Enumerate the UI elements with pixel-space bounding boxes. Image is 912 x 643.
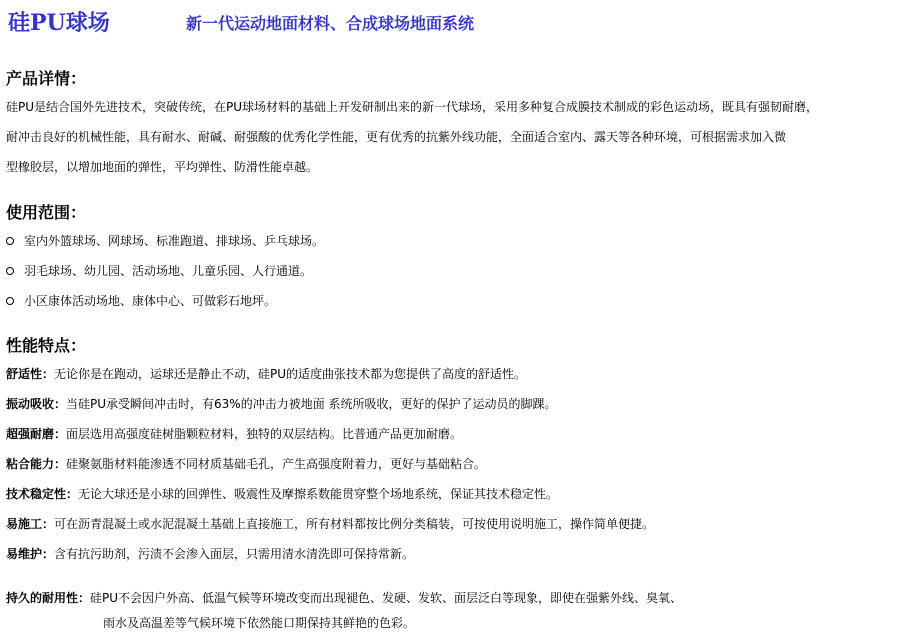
page-header [8,8,904,38]
feature-item [6,454,486,474]
feature-label: 持久的耐用性： [6,591,91,605]
brand-title: 硅PU球场 [8,10,110,36]
bullet-circle-icon [6,297,14,305]
feature-label: 技术稳定性： [6,487,79,501]
details-line: 耐冲击良好的机械性能，具有耐水、耐碱、耐强酸的优秀化学性能，更有优秀的抗紫外线功能，全面适合室内、露天等各种环境，可根据需求加入微 [6,130,787,144]
scope-item: 小区康体活动场地、康体中心、可做彩石地坪。 [6,291,276,311]
scope-item: 羽毛球场、幼儿园、活动场地、儿童乐园、人行通道。 [6,261,312,281]
durability-item [6,588,682,608]
feature-text: 无论大球还是小球的回弹性、吸震性及摩擦系数能贯穿整个场地系统，保证其技术稳定性。 [78,487,559,501]
feature-item [6,394,557,414]
feature-text: 含有抗污助剂，污渍不会渗入面层，只需用清水清洗即可保持常新。 [54,547,415,561]
details-paragraph [6,92,902,182]
scope-item: 室内外篮球场、网球场、标准跑道、排球场、乒乓球场。 [6,231,324,251]
details-line: 硅PU是结合国外先进技术，突破传统，在PU球场材料的基础上开发研制出来的新一代球场，采用多种复合成膜技术制成的彩色运动场，既具有强韧耐磨， [6,100,819,114]
durability-continuation: 雨水及高温差等气候环境下依然能口期保持其鲜艳的色彩。 [103,616,416,630]
feature-text: 可在沥青混凝土或水泥混凝土基础上直接施工，所有材料都按比例分类稿装，可按使用说明施工，操作简单便捷。 [54,517,655,531]
feature-item [6,514,654,534]
feature-item [6,544,414,564]
tagline: 新一代运动地面材料、合成球场地面系统 [186,14,475,33]
feature-text: 面层选用高强度硅树脂颗粒材料，独特的双层结构。比普通产品更加耐磨。 [66,427,463,441]
feature-label: 舒适性： [6,367,55,381]
feature-label: 易施工： [6,517,55,531]
features-title: 性能特点： [6,336,87,355]
feature-text: 无论你是在跑动，运球还是静止不动，硅PU的适度曲张技术都为您提供了高度的舒适性。 [54,367,527,381]
details-title: 产品详情： [6,69,87,88]
feature-text: 硅聚氨脂材料能渗透不同材质基础毛孔，产生高强度附着力，更好与基础粘合。 [66,457,487,471]
feature-item [6,364,526,384]
scope-title: 使用范围： [6,203,87,222]
details-line: 型橡胶层，以增加地面的弹性，平均弹性、防滑性能卓越。 [6,160,319,174]
bullet-circle-icon [6,267,14,275]
feature-item [6,484,558,504]
feature-label: 振动吸收： [6,397,67,411]
feature-text: 当硅PU承受瞬间冲击时，有63%的冲击力被地面 系统所吸收，更好的保护了运动员的脚踝。 [66,397,557,411]
feature-text: 硅PU不会因户外高、低温气候等环境改变而出现褪色、发硬、发软、面层泛白等现象，即使在强紫外线、臭氧、 [90,591,683,605]
feature-label: 粘合能力： [6,457,67,471]
feature-label: 超强耐磨： [6,427,67,441]
feature-label: 易维护： [6,547,55,561]
bullet-circle-icon [6,237,14,245]
feature-item [6,424,462,444]
